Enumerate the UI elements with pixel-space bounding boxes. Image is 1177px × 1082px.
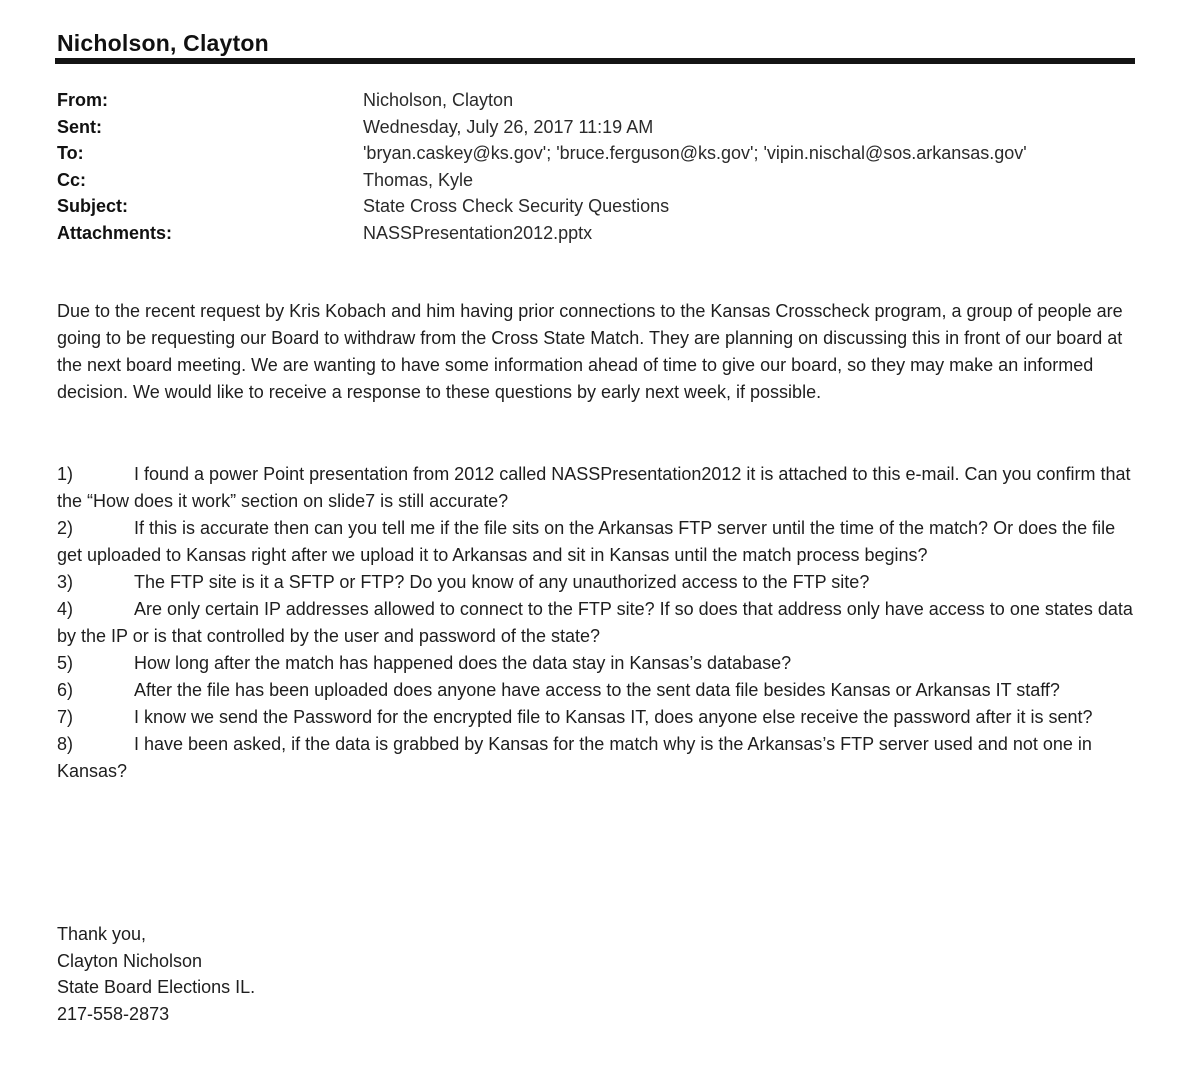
question-number: 6) [57,680,74,700]
header-from-row [57,87,1027,114]
question-item [57,677,1137,704]
question-number: 1) [57,464,74,484]
question-text: I know we send the Password for the encrypted file to Kansas IT, does anyone else receive the password after it is sent? [134,707,1093,727]
signoff-organization: State Board Elections IL. [57,977,256,997]
header-from-value: Nicholson, Clayton [363,90,514,110]
header-sent-row [57,114,1027,141]
title-underline [55,58,1135,64]
question-item [57,731,1137,785]
header-cc-row [57,167,1027,194]
header-sent-label: Sent: [57,116,102,137]
question-item [57,515,1137,569]
header-to-row [57,140,1027,167]
question-number: 7) [57,707,74,727]
question-item [57,704,1137,731]
question-text: After the file has been uploaded does anyone have access to the sent data file besides Kansas or Arkansas IT staff? [134,680,1060,700]
question-list [57,461,1137,785]
header-from-label: From: [57,90,108,110]
header-attachments-label: Attachments: [57,222,173,243]
email-header [57,87,1027,247]
question-item [57,650,1137,677]
intro-paragraph: Due to the recent request by Kris Kobach and him having prior connections to the Kansas Crosscheck program, a group of people are going to be requesting our Board to withdraw from the Cross State Match. They are planning on discussing this in front of our board at the next board meeting. We are wanting to have some information ahead of time to give our board, so they may make an informed decision. We would like to receive a response to these questions by early next week, if possible. [57,301,1123,402]
question-number: 4) [57,599,74,619]
header-to-label: To: [57,143,84,164]
header-subject-value: State Cross Check Security Questions [363,196,670,217]
signoff-closing: Thank you, [57,924,147,944]
question-text: If this is accurate then can you tell me if the file sits on the Arkansas FTP server until the time of the match? Or does the file get uploaded to Kansas right after we upload it to Arkansas and sit in Kansas until the match process begins? [57,518,1116,565]
question-text: How long after the match has happened does the data stay in Kansas’s database? [134,653,792,673]
question-text: I have been asked, if the data is grabbed by Kansas for the match why is the Arkansas’s FTP server used and not one in Kansas? [57,734,1092,781]
question-item [57,569,1137,596]
question-number: 3) [57,572,74,592]
header-subject-label: Subject: [57,196,129,217]
header-subject-row [57,193,1027,220]
question-number: 8) [57,734,74,754]
header-cc-label: Cc: [57,169,87,190]
header-cc-value: Thomas, Kyle [363,169,474,190]
question-text: Are only certain IP addresses allowed to connect to the FTP site? If so does that address only have access to one states data by the IP or is that controlled by the user and password of the state? [57,599,1133,646]
signoff-name: Clayton Nicholson [57,950,203,971]
question-number: 5) [57,653,74,673]
header-attachments-row [57,220,1027,247]
header-to-value: 'bryan.caskey@ks.gov'; 'bruce.ferguson@ks.gov'; 'vipin.nischal@sos.arkansas.gov' [363,143,1027,164]
header-attachments-value: NASSPresentation2012.pptx [363,222,593,243]
header-sent-value: Wednesday, July 26, 2017 11:19 AM [363,116,654,137]
question-text: The FTP site is it a SFTP or FTP? Do you know of any unauthorized access to the FTP site? [134,572,870,592]
question-text: I found a power Point presentation from 2012 called NASSPresentation2012 it is attached to this e-mail. Can you confirm that the “How does it work” section on slide7 is still accurate? [57,464,1131,511]
question-item [57,461,1137,515]
question-number: 2) [57,518,74,538]
question-item [57,596,1137,650]
document-title: Nicholson, Clayton [57,30,269,56]
signature-block [57,921,255,1027]
signoff-phone: 217-558-2873 [57,1003,170,1024]
